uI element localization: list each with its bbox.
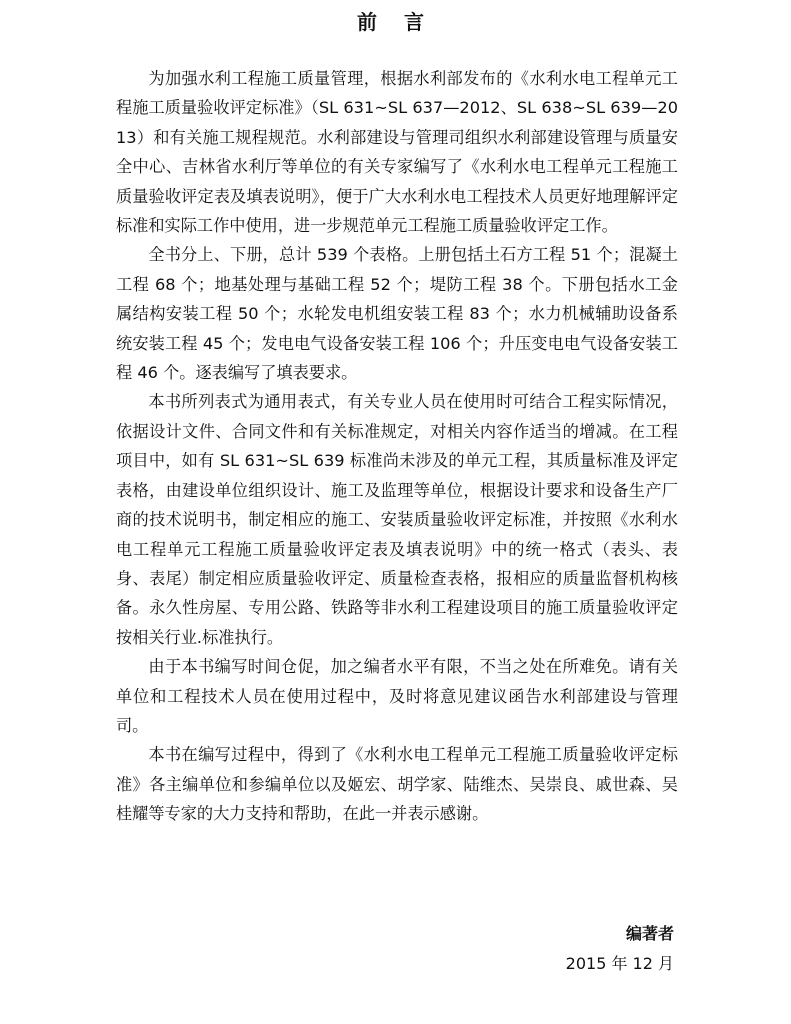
paragraph-2: 全书分上、下册，总计 539 个表格。上册包括土石方工程 51 个；混凝土工程 68 个；地基处理与基础工程 52 个；堤防工程 38 个。下册包括水工金属结构安装工程 50 个；水轮发电机组安装工程 83 个；水力机械辅助设备系统安装工程 45 个；发电电气设备安装工程 106 个；升压变电电气设备安装工程 46 个。逐表编写了填表要求。 xyxy=(116,245,678,383)
signature-block xyxy=(566,920,674,978)
author-label: 编著者 xyxy=(625,924,674,943)
paragraph-3: 本书所列表式为通用表式，有关专业人员在使用时可结合工程实际情况，依据设计文件、合同文件和有关标准规定，对相关内容作适当的增减。在工程项目中，如有 SL 631~SL 639 标准尚未涉及的单元工程，其质量标准及评定表格，由建设单位组织设计、施工及监理等单位，根据设计要求和设备生产厂商的技术说明书，制定相应的施工、安装质量验收评定标准，并按照《水利水电工程单元工程施工质量验收评定表及填表说明》中的统一格式（表头、表身、表尾）制定相应质量验收评定、质量检查表格，报相应的质量监督机构核备。永久性房屋、专用公路、铁路等非水利工程建设项目的施工质量验收评定按相关行业.标准执行。 xyxy=(116,392,678,647)
page-title: 前 言 xyxy=(357,10,434,34)
paragraph-4: 由于本书编写时间仓促，加之编者水平有限，不当之处在所难免。请有关单位和工程技术人员在使用过程中，及时将意见建议函告水利部建设与管理司。 xyxy=(116,657,678,735)
date-label: 2015 年 12 月 xyxy=(565,954,674,973)
preface-body xyxy=(116,64,678,829)
paragraph-5: 本书在编写过程中，得到了《水利水电工程单元工程施工质量验收评定标准》各主编单位和参编单位以及姬宏、胡学家、陆维杰、吴崇良、戚世森、吴桂耀等专家的大力支持和帮助，在此一并表示感谢。 xyxy=(116,745,678,824)
paragraph-1: 为加强水利工程施工质量管理，根据水利部发布的《水利水电工程单元工程施工质量验收评定标准》（SL 631~SL 637—2012、SL 638~SL 639—2013）和有关施工规程规范。水利部建设与管理司组织水利部建设管理与质量安全中心、吉林省水利厅等单位的有关专家编写了《水利水电工程单元工程施工质量验收评定表及填表说明》，便于广大水利水电工程技术人员更好地理解评定标准和实际工作中使用，进一步规范单元工程施工质量验收评定工作。 xyxy=(116,69,678,236)
